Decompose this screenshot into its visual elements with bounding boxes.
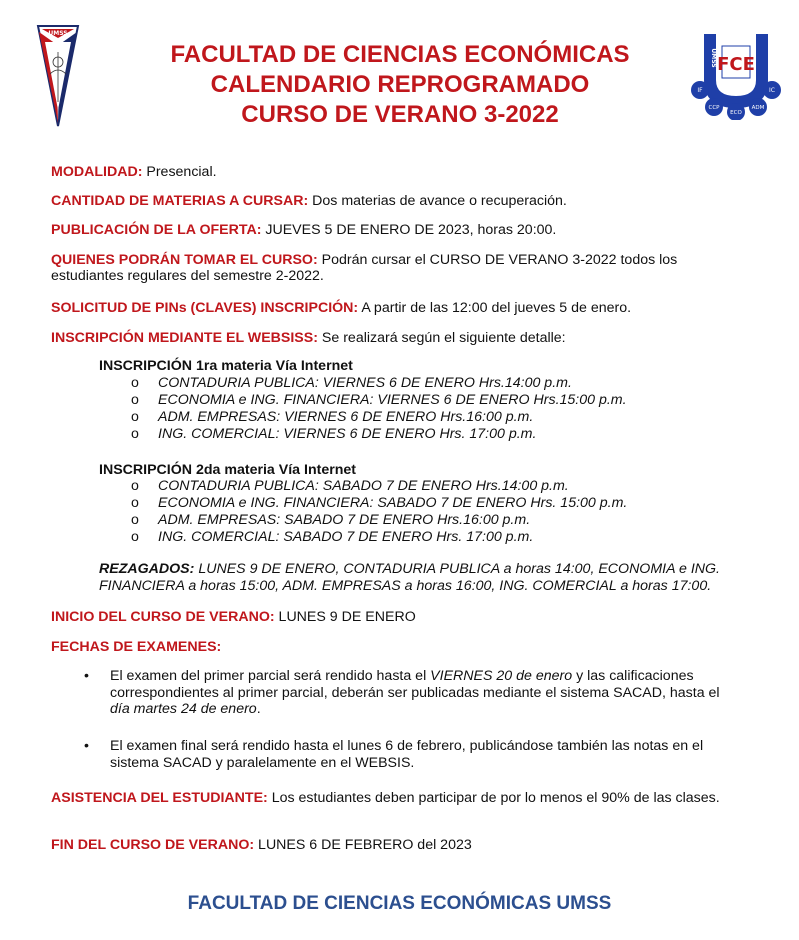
fechas-label: FECHAS DE EXAMENES: [51, 639, 222, 655]
quienes-section [51, 252, 731, 284]
umss-logo-text: UMSS [48, 30, 68, 37]
inicio-value: LUNES 9 DE ENERO [274, 609, 416, 625]
title-line-2: CALENDARIO REPROGRAMADO [210, 71, 590, 98]
title-line-1: FACULTAD DE CIENCIAS ECONÓMICAS [170, 41, 630, 68]
fin-section [51, 837, 751, 853]
list-item: o ECONOMIA e ING. FINANCIERA: VIERNES 6 DE ENERO Hrs.15:00 p.m. [131, 392, 627, 408]
list-item: o ADM. EMPRESAS: SABADO 7 DE ENERO Hrs.16:00 p.m. [131, 512, 531, 528]
list-marker: o [131, 478, 139, 494]
umss-shield-logo [36, 22, 80, 128]
list-marker: o [131, 409, 139, 425]
fce-ring-ccp: CCP [708, 105, 720, 111]
title-line-3: CURSO DE VERANO 3-2022 [241, 101, 559, 128]
list-item: o CONTADURIA PUBLICA: SABADO 7 DE ENERO Hrs.14:00 p.m. [131, 478, 569, 494]
inscripcion-section [51, 330, 751, 346]
rezagados-text: LUNES 9 DE ENERO, CONTADURIA PUBLICA a horas 14:00, ECONOMIA e ING. FINANCIERA a horas 15:00, ADM. EMPRESAS a horas 16:00, ING. COMERCIAL a horas 17:00. [99, 561, 720, 594]
publicacion-section [51, 222, 751, 238]
list-marker: o [131, 426, 139, 442]
publicacion-value: JUEVES 5 DE ENERO DE 2023, horas 20:00. [261, 222, 557, 238]
inscripcion-value: Se realizará según el siguiente detalle: [317, 330, 566, 346]
inscripcion-2-heading: INSCRIPCIÓN 2da materia Vía Internet [99, 462, 357, 478]
publicacion-label: PUBLICACIÓN DE LA OFERTA: [51, 222, 262, 238]
solicitud-value: A partir de las 12:00 del jueves 5 de enero. [358, 300, 632, 316]
inscripcion-1-list [131, 375, 627, 443]
inscripcion-2-list [131, 478, 627, 546]
quienes-value: Podrán cursar el CURSO DE VERANO 3-2022 todos los estudiantes regulares del semestre 2-2022. [51, 252, 678, 284]
fce-ring-eco: ECO [730, 110, 742, 116]
fce-ring-umss: UMSS [710, 48, 717, 68]
solicitud-section [51, 300, 751, 316]
inicio-label: INICIO DEL CURSO DE VERANO: [51, 609, 275, 625]
document-title [95, 40, 705, 130]
inicio-section [51, 609, 751, 625]
list-marker: o [131, 512, 139, 528]
fce-ring-ic: IC [769, 87, 775, 94]
rezagados-section [99, 561, 759, 595]
inscripcion-1-heading: INSCRIPCIÓN 1ra materia Vía Internet [99, 358, 353, 374]
fce-ring-if: IF [697, 87, 703, 94]
list-item: o CONTADURIA PUBLICA: VIERNES 6 DE ENERO Hrs.14:00 p.m. [131, 375, 572, 391]
list-marker: o [131, 392, 139, 408]
list-item: o ING. COMERCIAL: VIERNES 6 DE ENERO Hrs. 17:00 p.m. [131, 426, 537, 442]
list-item: o ECONOMIA e ING. FINANCIERA: SABADO 7 DE ENERO Hrs. 15:00 p.m. [131, 495, 628, 511]
fce-letters: FCE [717, 54, 755, 75]
asistencia-value: Los estudiantes deben participar de por lo menos el 90% de las clases. [267, 790, 720, 806]
modalidad-value: Presencial. [142, 164, 217, 180]
solicitud-label: SOLICITUD DE PINs (CLAVES) INSCRIPCIÓN: [51, 300, 359, 316]
fechas-section [51, 639, 751, 655]
list-marker: o [131, 375, 139, 391]
modalidad-label: MODALIDAD: [51, 164, 143, 180]
asistencia-label: ASISTENCIA DEL ESTUDIANTE: [51, 790, 268, 806]
bullet-marker: • [84, 738, 89, 754]
list-item: o ADM. EMPRESAS: VIERNES 6 DE ENERO Hrs.16:00 p.m. [131, 409, 534, 425]
cantidad-section [51, 193, 751, 209]
rezagados-label: REZAGADOS: [99, 561, 195, 577]
footer-title: FACULTAD DE CIENCIAS ECONÓMICAS UMSS [187, 893, 612, 914]
inscripcion-label: INSCRIPCIÓN MEDIANTE EL WEBSISS: [51, 330, 318, 346]
list-marker: o [131, 495, 139, 511]
modalidad-section [51, 164, 751, 180]
fce-ring-adm: ADM [751, 105, 765, 111]
cantidad-label: CANTIDAD DE MATERIAS A CURSAR: [51, 193, 309, 209]
asistencia-section [51, 790, 721, 806]
bullet-marker: • [84, 668, 89, 684]
fin-value: LUNES 6 DE FEBRERO del 2023 [254, 837, 472, 853]
quienes-label: QUIENES PODRÁN TOMAR EL CURSO: [51, 252, 318, 268]
list-item: o ING. COMERCIAL: SABADO 7 DE ENERO Hrs. 17:00 p.m. [131, 529, 534, 545]
cantidad-value: Dos materias de avance o recuperación. [308, 193, 567, 209]
fin-label: FIN DEL CURSO DE VERANO: [51, 837, 255, 853]
list-marker: o [131, 529, 139, 545]
